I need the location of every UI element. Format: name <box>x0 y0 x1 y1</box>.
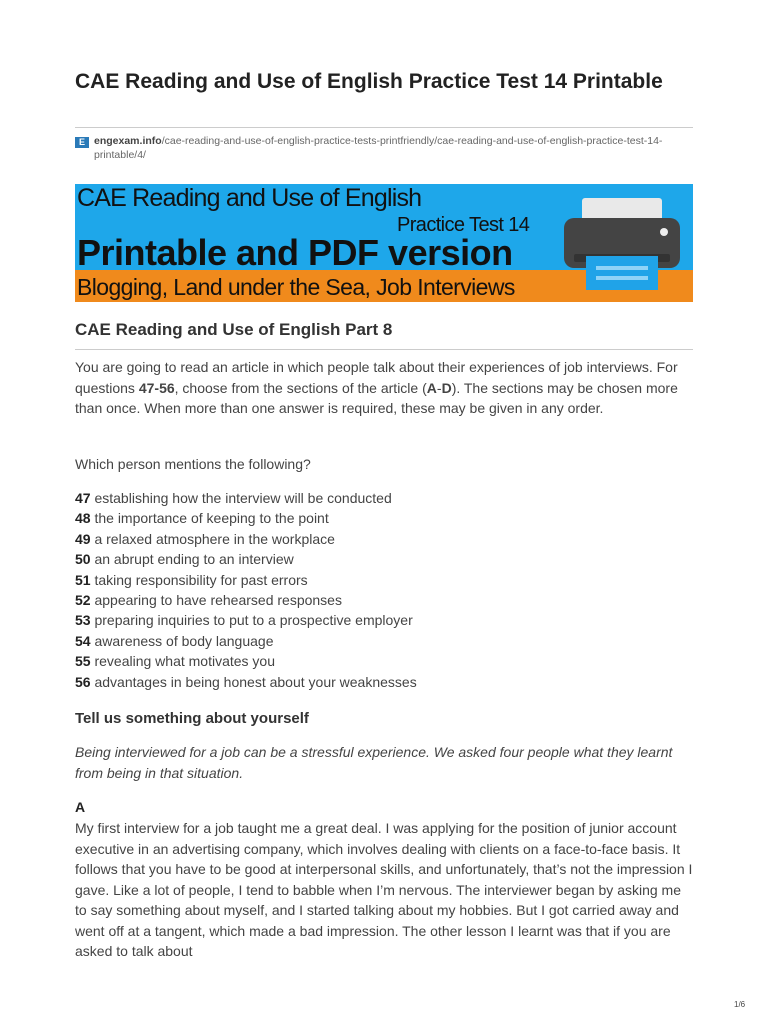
question-text: an abrupt ending to an interview <box>94 551 294 568</box>
divider <box>75 349 693 350</box>
question-item <box>75 549 693 569</box>
question-text: revealing what motivates you <box>94 653 276 670</box>
question-number: 52 <box>75 592 91 609</box>
question-item <box>75 631 693 651</box>
section-heading: CAE Reading and Use of English Part 8 <box>75 320 393 339</box>
question-number: 47 <box>75 490 91 506</box>
question-text: a relaxed atmosphere in the workplace <box>94 530 335 547</box>
section-letter: A <box>75 799 86 815</box>
question-item <box>75 610 693 630</box>
banner-line-4: Blogging, Land under the Sea, Job Interviews <box>77 274 515 300</box>
source-url[interactable] <box>94 134 694 162</box>
page-title: CAE Reading and Use of English Practice Test 14 Printable <box>75 70 663 93</box>
banner-image <box>75 184 693 302</box>
banner-line-1: CAE Reading and Use of English <box>77 184 422 212</box>
question-number: 55 <box>75 653 91 670</box>
question-text: establishing how the interview will be conducted <box>94 490 392 506</box>
banner-line-3: Printable and PDF version <box>77 232 513 273</box>
question-number: 51 <box>75 571 91 588</box>
question-text: the importance of keeping to the point <box>94 510 329 527</box>
question-text: preparing inquiries to put to a prospective employer <box>94 612 413 629</box>
question-number: 53 <box>75 612 91 629</box>
question-text: advantages in being honest about your weaknesses <box>94 673 417 690</box>
instructions-paragraph: You are going to read an article in which people talk about their experiences of job interviews. For questions 47-56, choose from the sections of the article (A-D). The sections may be chosen more than once. When more than one answer is required, these may be given in any order. <box>75 359 678 416</box>
article-title: Tell us something about yourself <box>75 710 309 727</box>
question-number: 50 <box>75 551 91 568</box>
question-number: 56 <box>75 673 91 690</box>
banner-line-2: Practice Test 14 <box>397 214 530 236</box>
source-domain[interactable]: engexam.info <box>94 135 162 147</box>
printer-icon <box>560 196 684 292</box>
question-item <box>75 529 693 549</box>
question-prompt: Which person mentions the following? <box>75 456 311 472</box>
section-text: My first interview for a job taught me a great deal. I was applying for the position of junior account executive in an advertising company, which involves dealing with clients on a face-to-face basis. It follows that you have to be good at interpersonal skills, and unfortunately, that’s not the impression I gave. Like a lot of people, I tend to babble when I’m nervous. The interviewer began by asking me to say something about myself, and I started talking about my hobbies. But I got carried away and went off at a tangent, which made a bad impression. The other lesson I learnt was that if you are asked to talk about <box>75 820 693 959</box>
question-text: appearing to have rehearsed responses <box>94 592 342 609</box>
question-item <box>75 672 693 692</box>
source-path[interactable]: /cae-reading-and-use-of-english-practice-tests-printfriendly/cae-reading-and-use-of-english-practice-test-14-printable/4/ <box>94 135 663 161</box>
question-item <box>75 590 693 610</box>
question-text: awareness of body language <box>94 632 274 649</box>
question-text: taking responsibility for past errors <box>94 571 308 588</box>
question-number: 54 <box>75 632 91 649</box>
question-item <box>75 508 693 528</box>
question-item <box>75 651 693 671</box>
question-item <box>75 570 693 590</box>
question-number: 48 <box>75 510 91 527</box>
question-number: 49 <box>75 530 91 547</box>
question-item <box>75 488 693 508</box>
question-list <box>75 488 693 692</box>
divider <box>75 127 693 128</box>
site-logo-icon: E <box>75 137 89 148</box>
article-lead: Being interviewed for a job can be a stressful experience. We asked four people what they learnt from being in that situation. <box>75 744 673 781</box>
page-number: 1/6 <box>734 1000 746 1009</box>
